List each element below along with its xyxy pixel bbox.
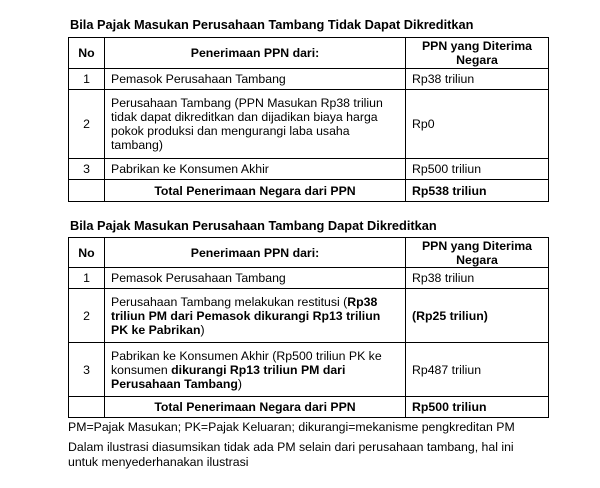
table-row: [69, 268, 549, 289]
total-amount: Rp538 triliun: [406, 180, 549, 202]
header-source: Penerimaan PPN dari:: [105, 38, 406, 69]
total-amount: Rp500 triliun: [406, 397, 549, 418]
row-source: Pemasok Perusahaan Tambang: [105, 268, 406, 289]
row-amount: Rp38 triliun: [406, 268, 549, 289]
table1-title: Bila Pajak Masukan Perusahaan Tambang Tidak Dapat Dikreditkan: [70, 17, 474, 32]
header-amount: PPN yang Diterima Negara: [406, 238, 549, 268]
total-label: Total Penerimaan Negara dari PPN: [105, 397, 406, 418]
row-no: 3: [69, 343, 105, 397]
row-no: 1: [69, 268, 105, 289]
total-empty-cell: [69, 397, 105, 418]
row-amount: (Rp25 triliun): [406, 289, 549, 343]
row-source: Pabrikan ke Konsumen Akhir: [105, 159, 406, 180]
row-amount: Rp0: [406, 90, 549, 159]
table-row: [69, 90, 549, 159]
table-row: [69, 159, 549, 180]
table-row: [69, 343, 549, 397]
table2-header-row: [69, 238, 549, 268]
header-no: No: [69, 38, 105, 69]
table1: [68, 37, 549, 202]
header-no: No: [69, 238, 105, 268]
row-no: 2: [69, 289, 105, 343]
row-amount: Rp38 triliun: [406, 69, 549, 90]
total-empty-cell: [69, 180, 105, 202]
row-amount: Rp487 triliun: [406, 343, 549, 397]
table-row: [69, 69, 549, 90]
row-source: Pabrikan ke Konsumen Akhir (Rp500 triliun PK ke konsumen dikurangi Rp13 triliun PM dari Perusahaan Tambang): [105, 343, 406, 397]
header-source: Penerimaan PPN dari:: [105, 238, 406, 268]
header-amount: PPN yang Diterima Negara: [406, 38, 549, 69]
row-source: Pemasok Perusahaan Tambang: [105, 69, 406, 90]
row-source: Perusahaan Tambang melakukan restitusi (Rp38 triliun PM dari Pemasok dikurangi Rp13 triliun PK ke Pabrikan): [105, 289, 406, 343]
assumption-note: Dalam ilustrasi diasumsikan tidak ada PM selain dari perusahaan tambang, hal ini untuk menyederhanakan ilustrasi: [68, 440, 514, 469]
row-amount: Rp500 triliun: [406, 159, 549, 180]
table1-header-row: [69, 38, 549, 69]
row-no: 3: [69, 159, 105, 180]
total-label: Total Penerimaan Negara dari PPN: [105, 180, 406, 202]
table2-total-row: [69, 397, 549, 418]
row-source: Perusahaan Tambang (PPN Masukan Rp38 triliun tidak dapat dikreditkan dan dijadikan biaya harga pokok produksi dan mengurangi laba usaha tambang): [105, 90, 406, 159]
legend-note: PM=Pajak Masukan; PK=Pajak Keluaran; dikurangi=mekanisme pengkreditan PM: [68, 420, 515, 434]
row-no: 2: [69, 90, 105, 159]
row-no: 1: [69, 69, 105, 90]
table2: [68, 237, 549, 418]
table2-title: Bila Pajak Masukan Perusahaan Tambang Dapat Dikreditkan: [70, 218, 437, 233]
table1-total-row: [69, 180, 549, 202]
table-row: [69, 289, 549, 343]
